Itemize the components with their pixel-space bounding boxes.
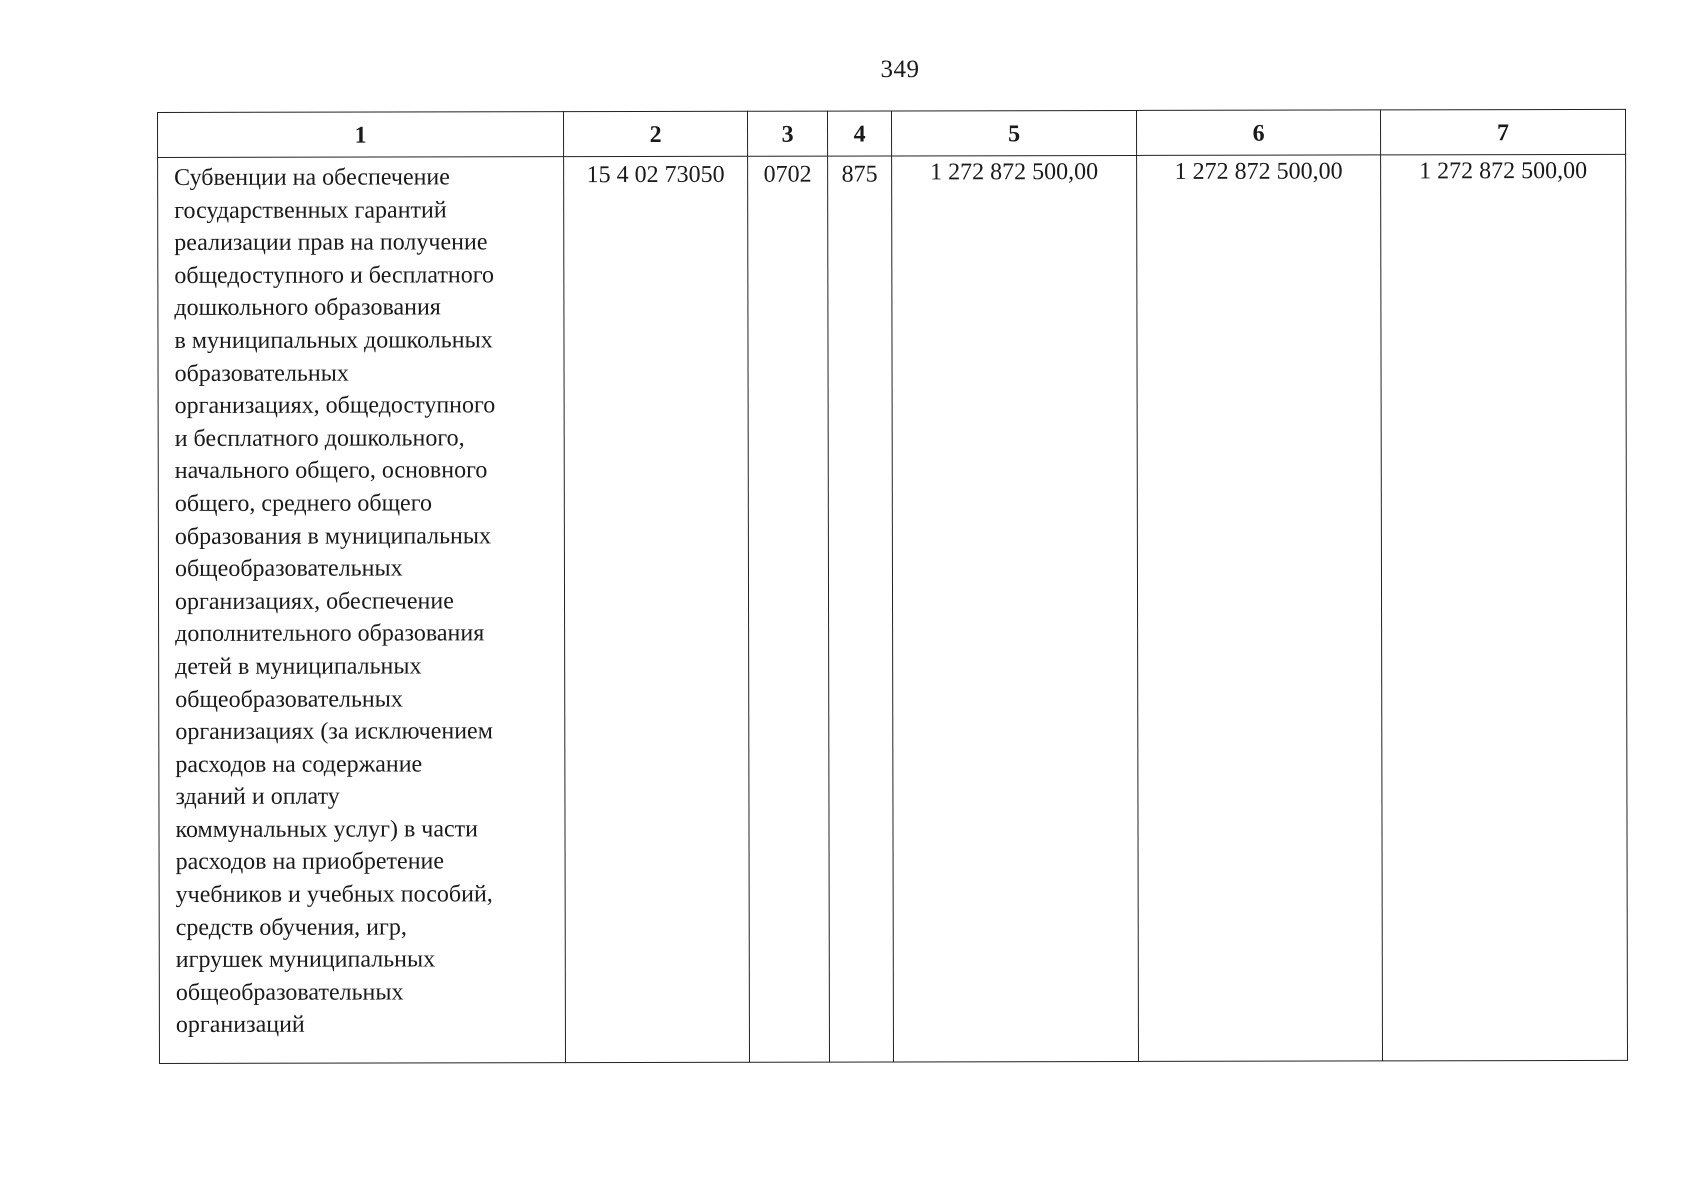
row-amount-1-cell: 1 272 872 500,00	[892, 155, 1139, 1062]
header-col-2: 2	[564, 111, 748, 156]
header-col-7: 7	[1380, 109, 1625, 155]
description-line: общеобразовательных	[175, 979, 404, 1006]
description-line: организациях (за исключением	[175, 718, 493, 746]
page-number: 349	[880, 56, 920, 83]
header-col-6: 6	[1136, 110, 1380, 156]
table-header-row	[158, 109, 1626, 157]
description-line: и бесплатного дошкольного,	[174, 425, 465, 452]
description-line: учебников и учебных пособий,	[175, 881, 493, 909]
row-amount-3-cell: 1 272 872 500,00	[1381, 154, 1628, 1061]
row-description	[174, 161, 559, 1042]
budget-table-container	[157, 109, 1628, 1064]
budget-table	[157, 109, 1628, 1064]
description-line: Субвенции на обеспечение	[174, 164, 450, 191]
header-col-1: 1	[158, 112, 564, 158]
description-line: организаций	[175, 1012, 305, 1039]
header-col-5: 5	[891, 110, 1136, 156]
description-line: дошкольного образования	[174, 294, 441, 322]
row-description-cell	[158, 157, 566, 1064]
description-line: образования в муниципальных	[174, 522, 492, 550]
description-line: общеобразовательных	[175, 685, 403, 713]
row-code-cell: 15 4 02 73050	[564, 156, 750, 1062]
description-line: начального общего, основного	[174, 457, 488, 485]
row-amount-2-cell: 1 272 872 500,00	[1137, 155, 1383, 1062]
description-line: коммунальных услуг) в части	[175, 816, 478, 843]
table-row	[158, 154, 1628, 1063]
row-section-cell: 0702	[748, 156, 830, 1062]
description-line: зданий и оплату	[175, 783, 340, 811]
description-line: государственных гарантий	[174, 196, 447, 224]
description-line: средств обучения, игр,	[175, 914, 407, 941]
description-line: расходов на содержание	[175, 751, 423, 778]
description-line: образовательных	[174, 360, 349, 387]
description-line: реализации прав на получение	[174, 229, 488, 257]
row-type-cell: 875	[828, 156, 894, 1062]
description-line: организациях, обеспечение	[174, 588, 454, 615]
description-line: общедоступного и бесплатного	[174, 262, 495, 289]
description-line: в муниципальных дошкольных	[174, 327, 493, 354]
description-line: расходов на приобретение	[175, 848, 445, 876]
description-line: игрушек муниципальных	[175, 946, 436, 974]
description-line: дополнительного образования	[175, 620, 485, 648]
header-col-4: 4	[827, 111, 891, 156]
description-line: общего, среднего общего	[174, 490, 432, 517]
description-line: детей в муниципальных	[175, 653, 422, 680]
description-line: организациях, общедоступного	[174, 392, 496, 420]
header-col-3: 3	[747, 111, 827, 156]
description-line: общеобразовательных	[174, 555, 403, 583]
